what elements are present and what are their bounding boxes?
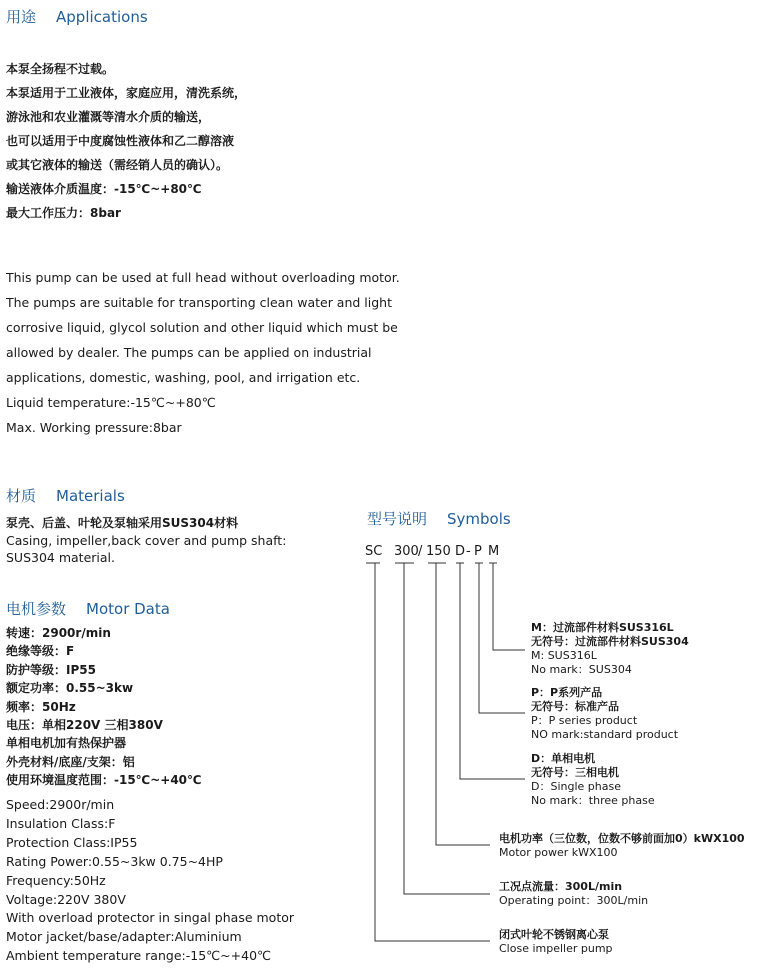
applications-en-line: The pumps are suitable for transporting clean water and light	[6, 295, 392, 310]
connector-p	[479, 563, 525, 713]
symbol-m-line: M：过流部件材料SUS316L	[531, 621, 674, 634]
code-sc: SC	[365, 544, 383, 559]
symbol-d-line: D：单相电机	[531, 752, 596, 765]
materials-line: Casing, impeller,back cover and pump shaft:	[6, 533, 287, 548]
symbol-m-description	[531, 621, 689, 677]
symbol-power-description	[499, 832, 745, 860]
motor-zh-line: 绝缘等级：F	[6, 644, 75, 659]
motor-en-line: Protection Class:IP55	[6, 834, 138, 850]
motor-en-line: Rating Power:0.55~3kw 0.75~4HP	[6, 853, 223, 869]
motor-zh-line: 单相电机加有热保护器	[6, 736, 127, 751]
symbol-m-line: No mark：SUS304	[531, 663, 632, 676]
symbol-flow-line: 工况点流量：300L/min	[499, 880, 623, 893]
applications-zh-line: 游泳池和农业灌溉等清水介质的输送，	[6, 110, 211, 124]
motor-en-line: Voltage:220V 380V	[6, 891, 126, 907]
motor-en-line: Frequency:50Hz	[6, 872, 106, 888]
applications-en-line: This pump can be used at full head without overloading motor.	[6, 270, 400, 285]
applications-en-line: corrosive liquid, glycol solution and other liquid which must be	[6, 320, 398, 335]
symbol-d-line: D：Single phase	[531, 780, 621, 793]
symbols-heading-en: Symbols	[447, 510, 511, 528]
motor-en-line: Ambient temperature range:-15℃~+40℃	[6, 948, 272, 964]
code-dash: -	[466, 544, 471, 559]
applications-zh-line: 本泵全扬程不过载。	[6, 62, 115, 76]
symbol-d-description	[531, 752, 655, 808]
symbol-power-line: Motor power kWX100	[499, 846, 618, 859]
materials-line: 泵壳、后盖、叶轮及泵轴采用SUS304材料	[6, 516, 239, 530]
connector-flow	[404, 563, 490, 894]
motor-zh-line: 使用环境温度范围：-15℃~+40℃	[6, 773, 202, 788]
symbol-d-line: 无符号：三相电机	[531, 766, 619, 779]
materials-heading-zh: 材质	[6, 487, 37, 505]
code-d: D	[455, 544, 466, 559]
code-slash: /	[418, 544, 423, 559]
symbol-m-line: 无符号：过流部件材料SUS304	[531, 635, 689, 648]
symbols-heading-zh: 型号说明	[367, 510, 428, 528]
symbol-p-line: P：P系列产品	[531, 686, 603, 699]
motor-zh-line: 防护等级：IP55	[6, 662, 96, 677]
symbol-impeller-line: Close impeller pump	[499, 942, 613, 955]
symbol-flow-line: Operating point：300L/min	[499, 894, 649, 907]
applications-heading-zh: 用途	[6, 8, 37, 26]
code-300: 300	[394, 544, 419, 559]
applications-en-line: Liquid temperature:-15℃~+80℃	[6, 395, 216, 410]
applications-zh-line: 最大工作压力：8bar	[6, 206, 121, 220]
symbol-p-description	[531, 686, 678, 742]
connector-power	[436, 563, 490, 845]
code-p: P	[474, 544, 482, 559]
symbol-p-line: P：P series product	[531, 714, 638, 727]
motor-zh-line: 电压：单相220V 三相380V	[6, 718, 163, 733]
materials-line: SUS304 material.	[6, 550, 115, 565]
connector-m	[493, 563, 525, 650]
motor-en-line: Speed:2900r/min	[6, 797, 115, 812]
motor-zh-line: 额定功率：0.55~3kw	[6, 681, 134, 696]
applications-heading-en: Applications	[56, 8, 148, 26]
applications-zh-line: 或其它液体的输送（需经销人员的确认）。	[6, 158, 229, 172]
applications-en-line: Max. Working pressure:8bar	[6, 420, 182, 435]
motor-heading-en: Motor Data	[86, 600, 170, 618]
motor-en-line: Insulation Class:F	[6, 815, 116, 831]
applications-en-line: allowed by dealer. The pumps can be applied on industrial	[6, 345, 372, 360]
motor-en-line: Motor jacket/base/adapter:Aluminium	[6, 929, 242, 945]
symbol-impeller-line: 闭式叶轮不锈钢离心泵	[499, 928, 609, 941]
motor-zh-line: 频率：50Hz	[6, 699, 76, 714]
materials-heading-en: Materials	[56, 487, 125, 505]
motor-heading-zh: 电机参数	[6, 600, 67, 618]
applications-zh-line: 也可以适用于中度腐蚀性液体和乙二醇溶液	[6, 134, 235, 148]
motor-en-line: With overload protector in singal phase motor	[6, 910, 295, 926]
code-m: M	[488, 544, 500, 559]
symbol-p-line: NO mark:standard product	[531, 728, 679, 741]
motor-zh-line: 外壳材料/底座/支架：铝	[6, 754, 135, 769]
code-150: 150	[426, 544, 451, 559]
symbol-impeller-description	[499, 928, 613, 956]
symbol-power-line: 电机功率（三位数，位数不够前面加0）kWX100	[499, 832, 745, 845]
symbol-p-line: 无符号：标准产品	[531, 700, 619, 713]
symbol-m-line: M: SUS316L	[531, 649, 597, 662]
applications-en-line: applications, domestic, washing, pool, and irrigation etc.	[6, 370, 361, 385]
applications-zh-line: 输送液体介质温度：-15℃~+80℃	[6, 182, 202, 196]
applications-zh-line: 本泵适用于工业液体，家庭应用，清洗系统，	[6, 86, 247, 100]
motor-zh-line: 转速：2900r/min	[6, 626, 111, 640]
symbol-flow-description	[499, 880, 648, 908]
symbol-d-line: No mark：three phase	[531, 794, 655, 807]
connector-impeller	[375, 563, 490, 941]
